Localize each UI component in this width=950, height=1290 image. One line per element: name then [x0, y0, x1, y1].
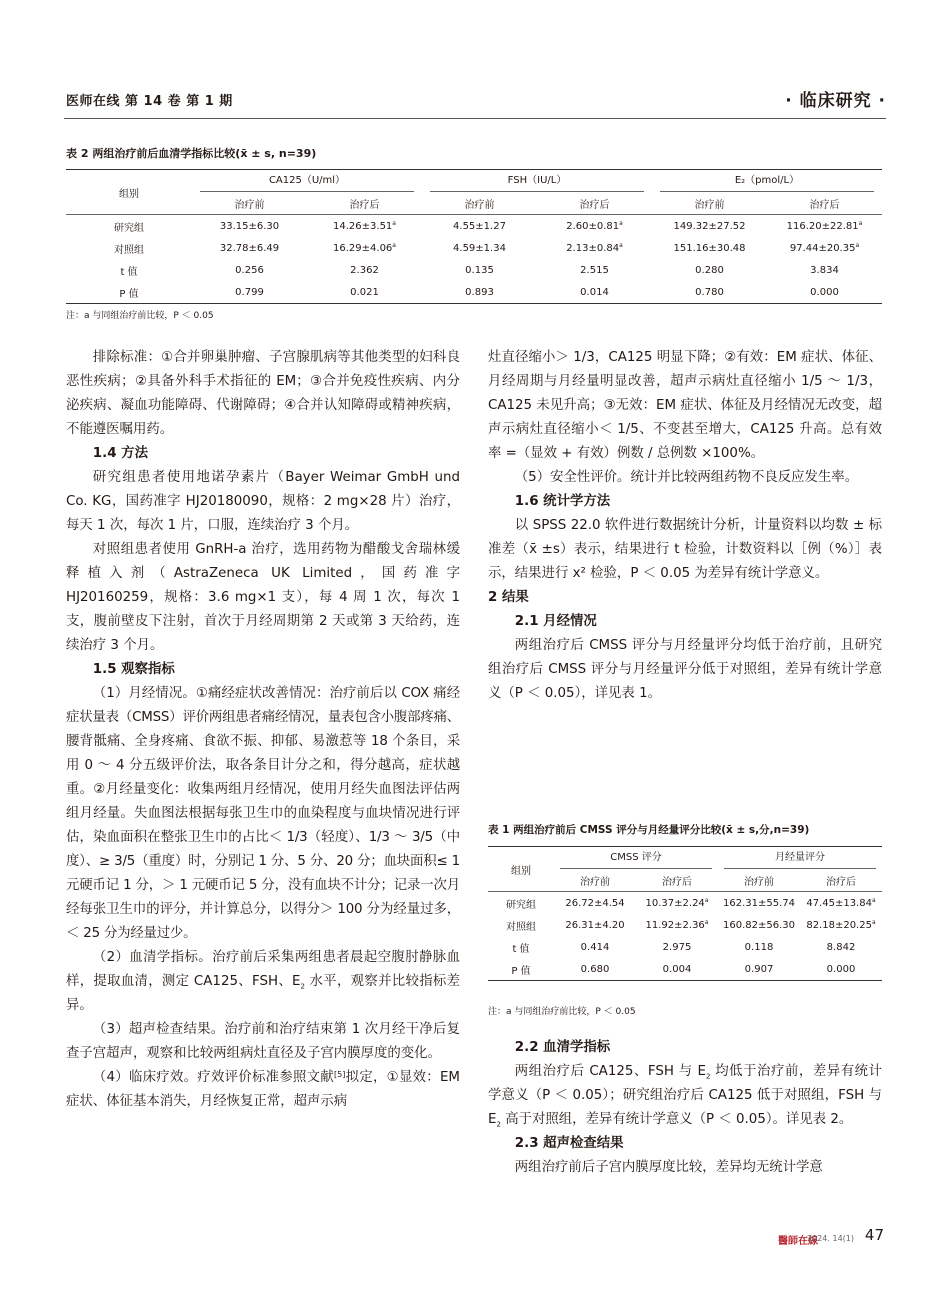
- table-cell: 0.014: [580, 286, 609, 298]
- table2-note: 注：a 与同组治疗前比较，P ＜ 0.05: [66, 311, 214, 321]
- table-cell: 0.799: [235, 286, 264, 298]
- table2-group-header: E₂（pmol/L）: [652, 170, 882, 193]
- table-cell: 0.118: [744, 941, 774, 953]
- table-cell: 0.893: [465, 286, 494, 298]
- table-cell: 2.13±0.84$^a$: [566, 241, 623, 254]
- right-column: [488, 346, 882, 706]
- heading-statistics: 1.6 统计学方法: [514, 494, 611, 509]
- paragraph-ultrasound: （3）超声检查结果。治疗前和治疗结束第 1 次月经干净后复查子宫超声，观察和比较两组病灶直径及子宫内膜厚度的变化。: [66, 1022, 460, 1061]
- footer-issue: 2024. 14(1): [807, 1234, 854, 1243]
- table2-title: 表 2 两组治疗前后血清学指标比较(x̄ ± s, n=39): [66, 147, 317, 160]
- paragraph-menses-results: 两组治疗后 CMSS 评分与月经量评分均低于治疗前，且研究组治疗后 CMSS 评分与月经量评分低于对照组，差异有统计学意义（P ＜ 0.05），详见表 1。: [488, 638, 882, 701]
- table-cell: 97.44±20.35$^a$: [789, 241, 860, 254]
- table2-sub-header: 治疗后: [579, 199, 610, 211]
- table-cell: 82.18±20.25$^a$: [806, 918, 876, 931]
- table-cell: 0.135: [465, 264, 494, 276]
- paragraph-research-group: 研究组患者使用地诺孕素片（Bayer Weimar GmbH und Co. KG，国药准字 HJ20180090，规格：2 mg×28 片）治疗，每天 1 次，每次 1 片，口服，连续治疗 3 个月。: [66, 470, 460, 533]
- table2-sub-header: 治疗后: [809, 199, 840, 211]
- table-cell: 0.021: [350, 286, 379, 298]
- table-cell: 116.20±22.81$^a$: [786, 219, 863, 232]
- heading-ultrasound-results: 2.3 超声检查结果: [514, 1136, 624, 1151]
- table-cell: 0.256: [235, 264, 264, 276]
- row-label: 对照组: [506, 921, 536, 933]
- table2-col-group: 组别: [66, 170, 192, 215]
- header-divider: [64, 118, 886, 119]
- table-row: [488, 892, 882, 915]
- row-label: P 值: [119, 288, 139, 300]
- table-cell: 162.31±55.74: [723, 897, 795, 909]
- table-cell: 11.92±2.36$^a$: [645, 918, 709, 931]
- table-cell: 160.82±56.30: [723, 919, 795, 931]
- heading-results: 2 结果: [488, 590, 529, 605]
- table2-sub-header: 治疗前: [694, 199, 725, 211]
- table-cell: 26.72±4.54: [565, 897, 625, 909]
- table-row: [66, 215, 882, 238]
- left-column: [66, 346, 460, 1114]
- table2-sub-header: 治疗前: [464, 199, 495, 211]
- table1-note: 注：a 与同组治疗前比较，P ＜ 0.05: [488, 1007, 636, 1017]
- table-row: [66, 259, 882, 281]
- table-cell: 8.842: [826, 941, 856, 953]
- table2-sub-header: 治疗后: [349, 199, 380, 211]
- paragraph-menses: （1）月经情况。①痛经症状改善情况：治疗前后以 COX 痛经症状量表（CMSS）评价两组患者痛经情况，量表包含小腹部疼痛、腰背骶痛、全身疼痛、食欲不振、抑郁、易激惹等 18 个条目，采用 0 ～ 4 分五级评价法，取各条目计分之和，得分越高，症状越重。②月经量变化：收集两组月经情况，使用月经失血图法评估两组月经量。失血图法根据每张卫生巾的血染程度与血块情况进行评估，染血面积在整张卫生巾的占比＜ 1/3（轻度）、1/3 ～ 3/5（中度）、≥ 3/5（重度）时，分别记 1 分、5 分、20 分；血块面积≤ 1 元硬币记 1 分，＞ 1 元硬币记 5 分，没有血块不计分；记录一次月经每张卫生巾的评分，并计算总分，以得分＞ 100 分为经量过多，＜ 25 分为经量过少。: [66, 686, 460, 941]
- table-row: [488, 958, 882, 981]
- table2: [66, 169, 882, 304]
- paragraph-efficacy-continued: 灶直径缩小＞ 1/3，CA125 明显下降；②有效：EM 症状、体征、月经周期与月经量明显改善，超声示病灶直径缩小 1/5 ～ 1/3，CA125 未见升高；③无效：EM 症状、体征及月经情况无改变，超声示病灶直径缩小＜ 1/5、不变甚至增大，CA125 升高。总有效率 =（显效 + 有效）例数 / 总例数 ×100%。: [488, 350, 882, 461]
- table-row: [488, 914, 882, 936]
- table-cell: 2.362: [350, 264, 379, 276]
- table-cell: 14.26±3.51$^a$: [333, 219, 396, 232]
- row-label: 研究组: [114, 222, 144, 234]
- table2-group-header: FSH（IU/L）: [422, 170, 652, 193]
- paragraph-efficacy: （4）临床疗效。疗效评价标准参照文献[5]拟定，①显效：EM 症状、体征基本消失，月经恢复正常，超声示病: [66, 1070, 460, 1109]
- table-row: [488, 936, 882, 958]
- paragraph-exclusion: 排除标准：①合并卵巢肿瘤、子宫腺肌病等其他类型的妇科良恶性疾病；②具备外科手术指征的 EM；③合并免疫性疾病、内分泌疾病、凝血功能障碍、代谢障碍；④合并认知障碍或精神疾病，不能遵医嘱用药。: [66, 350, 460, 437]
- table2-group-header: CA125（U/ml）: [192, 170, 422, 193]
- table-cell: 4.55±1.27: [453, 220, 506, 232]
- table1-group-header: CMSS 评分: [554, 847, 718, 870]
- table-cell: 2.515: [580, 264, 609, 276]
- paragraph-serum-results: 两组治疗后 CA125、FSH 与 $E_2$ 均低于治疗前，差异有统计学意义（P ＜ 0.05）；研究组治疗后 CA125 低于对照组，FSH 与 $E_2$ 高于对照组，差异有统计学意义（P ＜ 0.05）。详见表 2。: [488, 1064, 882, 1129]
- table-cell: 2.975: [662, 941, 692, 953]
- table1-sub-header: 治疗前: [744, 876, 774, 888]
- right-column-lower: [488, 1036, 882, 1180]
- row-label: P 值: [511, 965, 531, 977]
- journal-header: 医师在线 第 14 卷 第 1 期: [66, 94, 233, 109]
- table-cell: 10.37±2.24$^a$: [645, 896, 709, 909]
- table-cell: 33.15±6.30: [219, 220, 280, 232]
- row-label: t 值: [512, 943, 530, 955]
- row-label: 对照组: [114, 244, 144, 256]
- row-label: t 值: [120, 266, 138, 278]
- table-cell: 149.32±27.52: [673, 220, 746, 232]
- table1: [488, 846, 882, 981]
- table1-sub-header: 治疗后: [826, 876, 856, 888]
- paragraph-safety: （5）安全性评价。统计并比较两组药物不良反应发生率。: [514, 470, 859, 485]
- table-cell: 0.907: [744, 963, 774, 975]
- table-cell: 0.680: [580, 963, 610, 975]
- table1-col-group: 组别: [488, 847, 554, 892]
- table-cell: 3.834: [810, 264, 839, 276]
- table2-sub-header: 治疗前: [234, 199, 265, 211]
- table-cell: 26.31±4.20: [565, 919, 625, 931]
- heading-methods: 1.4 方法: [92, 446, 148, 461]
- row-label: 研究组: [506, 899, 536, 911]
- table-cell: 0.414: [580, 941, 610, 953]
- table-cell: 32.78±6.49: [219, 242, 280, 254]
- table-cell: 0.000: [810, 286, 839, 298]
- heading-menses-results: 2.1 月经情况: [514, 614, 597, 629]
- table-cell: 0.280: [695, 264, 724, 276]
- paragraph-control-group: 对照组患者使用 GnRH-a 治疗，选用药物为醋酸戈舍瑞林缓释植入剂（AstraZeneca UK Limited，国药准字 HJ20160259，规格：3.6 mg×1 支），每 4 周 1 次，每次 1 支，腹前壁皮下注射，首次于月经周期第 2 天或第 3 天给药，连续治疗 3 个月。: [66, 542, 460, 653]
- paragraph-ultrasound-results: 两组治疗前后子宫内膜厚度比较，差异均无统计学意: [514, 1160, 823, 1175]
- table1-group-header: 月经量评分: [718, 847, 882, 870]
- paragraph-statistics: 以 SPSS 22.0 软件进行数据统计分析，计量资料以均数 ± 标准差（x̄ ±s）表示，结果进行 t 检验，计数资料以［例（%）］表示，结果进行 x² 检验，P ＜ 0.05 为差异有统计学意义。: [488, 518, 882, 581]
- footer-brand-logo: 醫師在線: [778, 1236, 818, 1247]
- table-row: [66, 237, 882, 259]
- heading-indicators: 1.5 观察指标: [92, 662, 175, 677]
- page-number: 47: [864, 1226, 884, 1244]
- table-cell: 4.59±1.34: [453, 242, 506, 254]
- table1-sub-header: 治疗后: [662, 876, 692, 888]
- table1-sub-header: 治疗前: [580, 876, 610, 888]
- table-cell: 0.000: [826, 963, 856, 975]
- table1-title: 表 1 两组治疗前后 CMSS 评分与月经量评分比较(x̄ ± s,分,n=39): [488, 824, 810, 836]
- paragraph-serum: （2）血清学指标。治疗前后采集两组患者晨起空腹肘静脉血样，提取血清，测定 CA125、FSH、$E_2$ 水平，观察并比较指标差异。: [66, 950, 460, 1013]
- table-cell: 0.004: [662, 963, 692, 975]
- table-row: [66, 281, 882, 304]
- table-cell: 2.60±0.81$^a$: [566, 219, 623, 232]
- table-cell: 151.16±30.48: [673, 242, 746, 254]
- table-cell: 16.29±4.06$^a$: [333, 241, 396, 254]
- section-header: · 临床研究 ·: [785, 91, 886, 111]
- table-cell: 47.45±13.84$^a$: [806, 896, 876, 909]
- table-cell: 0.780: [695, 286, 724, 298]
- heading-serum-results: 2.2 血清学指标: [514, 1040, 611, 1055]
